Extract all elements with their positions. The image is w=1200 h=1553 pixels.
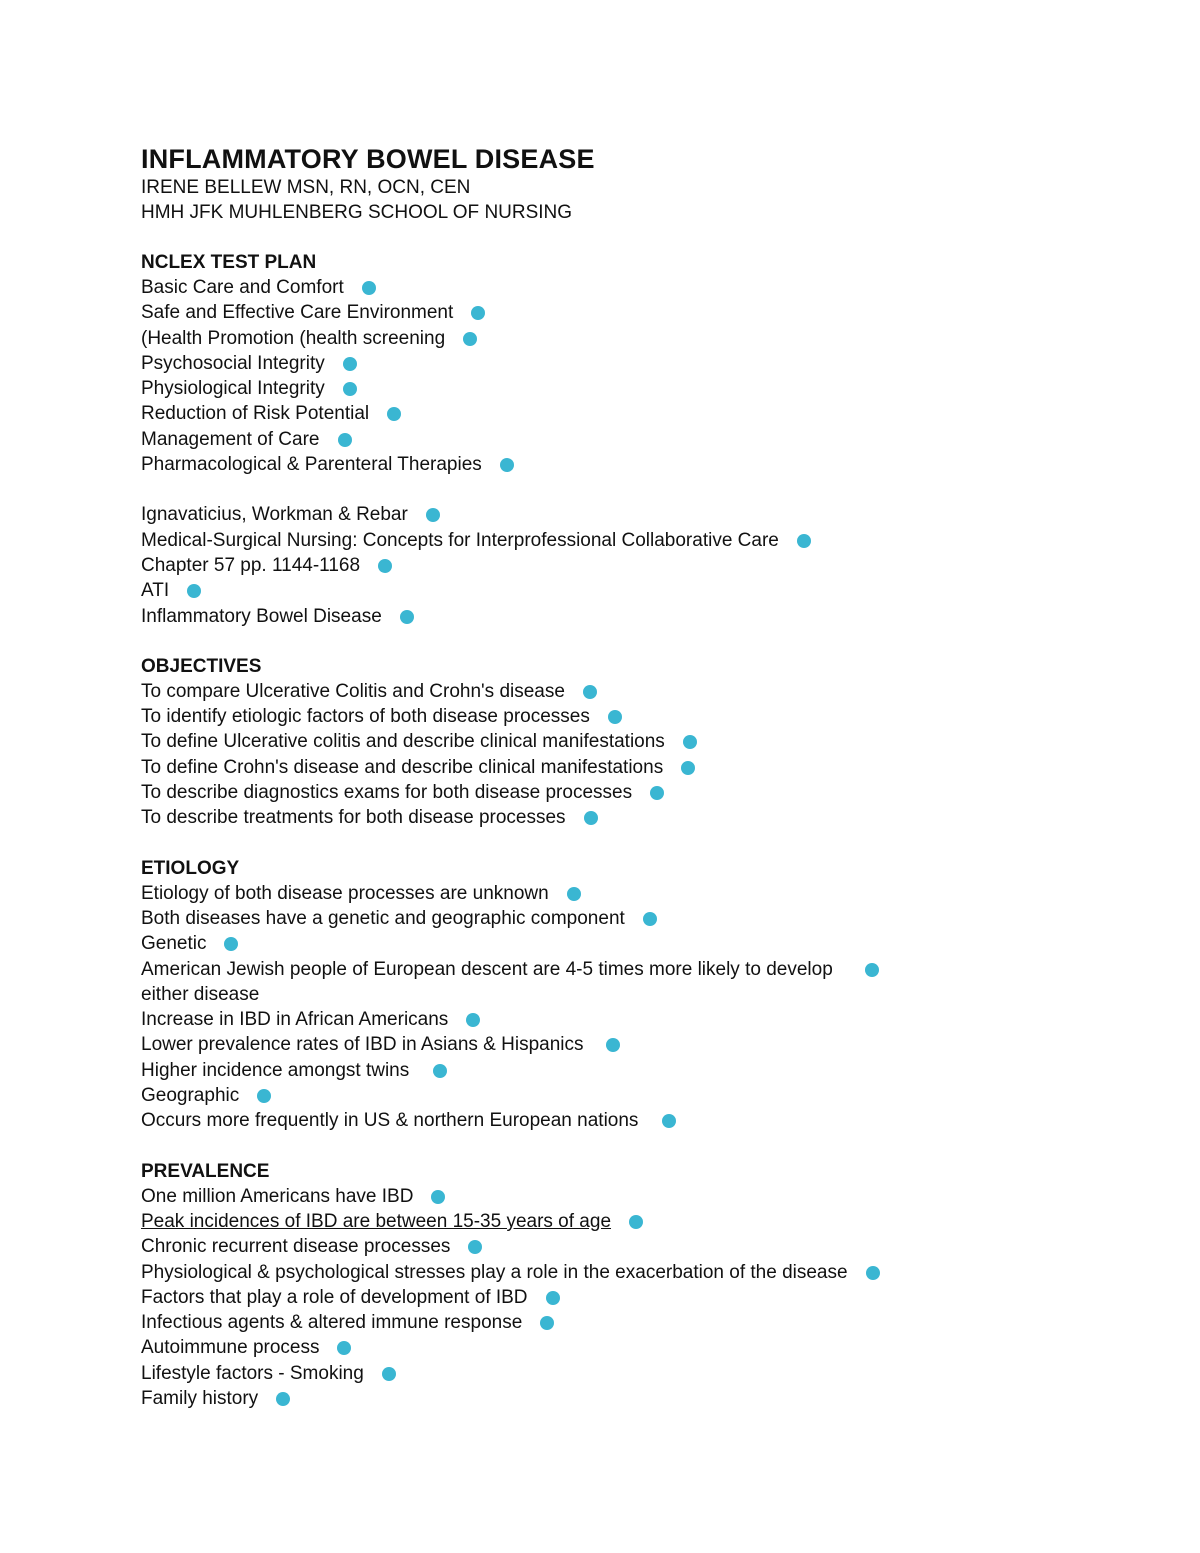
comment-marker-icon[interactable] [343,357,357,371]
comment-marker-icon[interactable] [500,458,514,472]
comment-marker-icon[interactable] [276,1392,290,1406]
list-item-text: ATI [141,580,170,602]
comment-marker-icon[interactable] [224,937,238,951]
prevalence-heading: PREVALENCE [141,1160,270,1182]
objectives-heading: OBJECTIVES [141,655,262,677]
list-item-text: Chapter 57 pp. 1144-1168 [141,554,361,576]
comment-marker-icon[interactable] [865,963,879,977]
list-item-text: American Jewish people of European descent are 4-5 times more likely to develop [141,958,833,980]
list-item-text: To compare Ulcerative Colitis and Crohn's disease [141,680,565,702]
list-item-text: Lifestyle factors - Smoking [141,1362,364,1384]
list-item [141,1310,1081,1335]
list-item [141,1285,1081,1310]
nclex-section [141,250,1081,477]
list-item-text: Pharmacological & Parenteral Therapies [141,454,482,476]
comment-marker-icon[interactable] [662,1114,676,1128]
list-item-text: either disease [141,983,260,1005]
comment-marker-icon[interactable] [567,887,581,901]
list-item-text: To define Ulcerative colitis and describe clinical manifestations [141,731,665,753]
comment-marker-icon[interactable] [546,1291,560,1305]
list-item-text: To identify etiologic factors of both disease processes [141,706,590,728]
list-item-continuation [141,982,1081,1007]
list-item-text: To describe diagnostics exams for both disease processes [141,782,633,804]
comment-marker-icon[interactable] [400,610,414,624]
comment-marker-icon[interactable] [378,559,392,573]
list-item [141,275,1081,300]
list-item [141,729,1081,754]
list-item [141,679,1081,704]
etiology-section [141,856,1081,1134]
comment-marker-icon[interactable] [431,1190,445,1204]
comment-marker-icon[interactable] [362,281,376,295]
list-item [141,326,1081,351]
comment-marker-icon[interactable] [683,735,697,749]
list-item [141,1386,1081,1411]
comment-marker-icon[interactable] [681,761,695,775]
list-item-text: Increase in IBD in African Americans [141,1009,449,1031]
list-item [141,931,1081,956]
comment-marker-icon[interactable] [343,382,357,396]
list-item [141,1108,1081,1133]
comment-marker-icon[interactable] [584,811,598,825]
list-item-text: Reduction of Risk Potential [141,403,370,425]
comment-marker-icon[interactable] [382,1367,396,1381]
list-item [141,755,1081,780]
list-item [141,376,1081,401]
list-item [141,427,1081,452]
list-item-text: Occurs more frequently in US & northern European nations [141,1110,639,1132]
references-section [141,502,1081,628]
comment-marker-icon[interactable] [643,912,657,926]
list-item-text: (Health Promotion (health screening [141,327,446,349]
comment-marker-icon[interactable] [583,685,597,699]
comment-marker-icon[interactable] [466,1013,480,1027]
list-item-text: To define Crohn's disease and describe clinical manifestations [141,756,664,778]
list-item-text: Both diseases have a genetic and geographic component [141,907,625,929]
comment-marker-icon[interactable] [187,584,201,598]
comment-marker-icon[interactable] [463,332,477,346]
list-item [141,578,1081,603]
list-item [141,1032,1081,1057]
list-item-text: To describe treatments for both disease processes [141,807,566,829]
list-item-text: Basic Care and Comfort [141,277,344,298]
list-item-text: Geographic [141,1085,240,1107]
objectives-section [141,654,1081,831]
list-item [141,1058,1081,1083]
list-item-text: Inflammatory Bowel Disease [141,605,382,627]
list-item [141,1335,1081,1360]
list-item [141,1083,1081,1108]
prevalence-section [141,1159,1081,1412]
list-item [141,780,1081,805]
list-item [141,906,1081,931]
etiology-heading: ETIOLOGY [141,857,240,879]
document-title: INFLAMMATORY BOWEL DISEASE [141,144,595,174]
list-item [141,528,1081,553]
list-item-text: Autoimmune process [141,1337,320,1359]
list-item-text: Physiological & psychological stresses play a role in the exacerbation of the disease [141,1261,848,1283]
comment-marker-icon[interactable] [540,1316,554,1330]
comment-marker-icon[interactable] [257,1089,271,1103]
comment-marker-icon[interactable] [629,1215,643,1229]
list-item [141,1234,1081,1259]
list-item-text: Safe and Effective Care Environment [141,302,454,324]
list-item [141,957,1081,982]
list-item [141,1209,1081,1234]
list-item [141,1007,1081,1032]
list-item [141,1184,1081,1209]
list-item-text: Infectious agents & altered immune response [141,1312,523,1334]
comment-marker-icon[interactable] [338,433,352,447]
comment-marker-icon[interactable] [426,508,440,522]
list-item [141,351,1081,376]
list-item-text: Chronic recurrent disease processes [141,1236,451,1258]
list-item-text: Management of Care [141,428,320,450]
list-item-text: Family history [141,1387,259,1409]
list-item [141,300,1081,325]
list-item [141,881,1081,906]
list-item-text: Genetic [141,933,207,955]
list-item-text: Psychosocial Integrity [141,352,325,374]
list-item-text: Higher incidence amongst twins [141,1059,410,1081]
list-item-text: Lower prevalence rates of IBD in Asians & Hispanics [141,1034,584,1056]
author-line: IRENE BELLEW MSN, RN, OCN, CEN [141,177,471,198]
list-item [141,805,1081,830]
comment-marker-icon[interactable] [650,786,664,800]
document-page [141,143,1081,1411]
list-item [141,1361,1081,1386]
comment-marker-icon[interactable] [608,710,622,724]
nclex-heading: NCLEX TEST PLAN [141,252,317,273]
comment-marker-icon[interactable] [337,1341,351,1355]
comment-marker-icon[interactable] [606,1038,620,1052]
comment-marker-icon[interactable] [471,306,485,320]
list-item-text: Physiological Integrity [141,378,325,400]
comment-marker-icon[interactable] [797,534,811,548]
comment-marker-icon[interactable] [387,407,401,421]
list-item [141,502,1081,527]
list-item [141,1260,1081,1285]
list-item [141,604,1081,629]
list-item [141,704,1081,729]
list-item-text: Factors that play a role of development of IBD [141,1286,528,1308]
list-item-text: One million Americans have IBD [141,1185,414,1207]
list-item-text: Peak incidences of IBD are between 15-35 years of age [141,1210,612,1232]
list-item [141,553,1081,578]
list-item [141,452,1081,477]
comment-marker-icon[interactable] [433,1064,447,1078]
institution-line: HMH JFK MUHLENBERG SCHOOL OF NURSING [141,202,573,223]
list-item [141,401,1081,426]
list-item-text: Ignavaticius, Workman & Rebar [141,504,408,526]
comment-marker-icon[interactable] [866,1266,880,1280]
list-item-text: Etiology of both disease processes are unknown [141,882,549,904]
list-item-text: Medical-Surgical Nursing: Concepts for Interprofessional Collaborative Care [141,529,779,551]
comment-marker-icon[interactable] [468,1240,482,1254]
